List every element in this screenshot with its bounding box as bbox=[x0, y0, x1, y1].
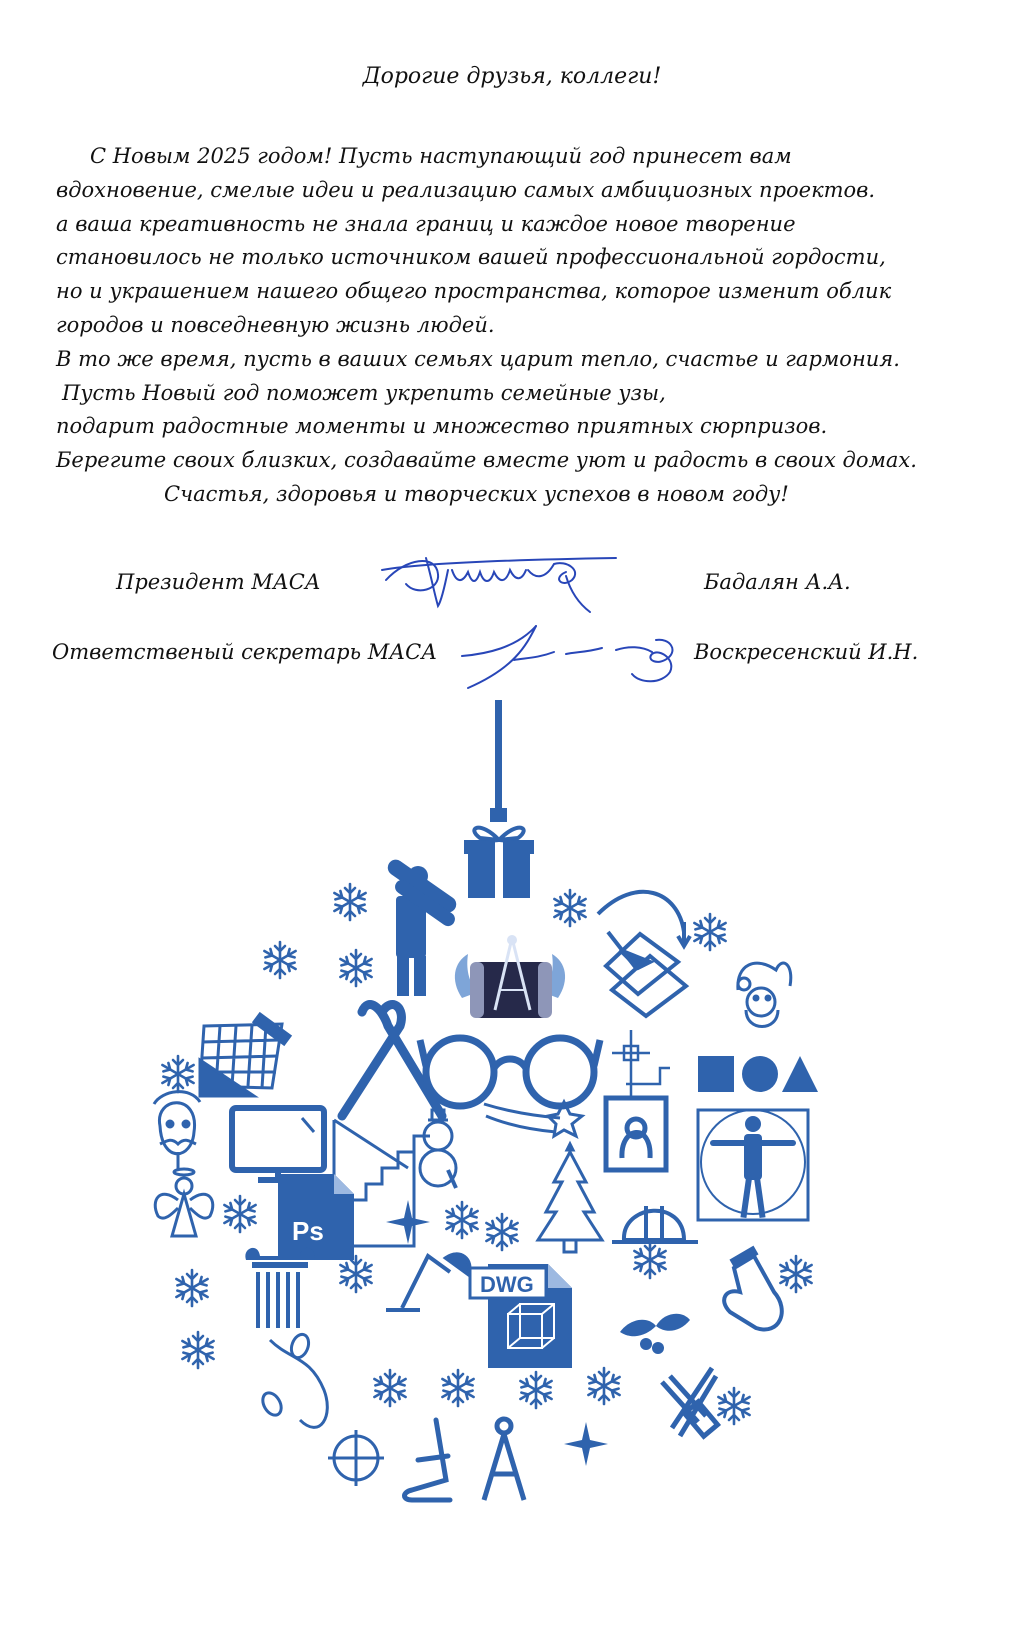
letter-greeting: Дорогие друзья, коллеги! bbox=[362, 64, 662, 89]
shooting-star-icon bbox=[484, 1102, 582, 1136]
hard-hat-icon bbox=[612, 1206, 698, 1242]
ornament-illustration bbox=[150, 700, 860, 1620]
chair-icon bbox=[405, 1420, 451, 1500]
letter-line: Берегите своих близких, создавайте вместе уют и радость в своих домах. bbox=[56, 448, 917, 473]
grid-ruler-icon bbox=[200, 1014, 290, 1096]
signatory-title-secretary: Ответственый секретарь МАСА bbox=[52, 640, 438, 664]
stocking-icon bbox=[724, 1250, 782, 1329]
monitor-icon bbox=[232, 1108, 324, 1180]
photoshop-file-icon bbox=[278, 1174, 354, 1260]
dwg-file-icon bbox=[470, 1264, 572, 1368]
compass-icon bbox=[598, 892, 690, 1016]
letter-closing: Счастья, здоровья и творческих успехов в новом году! bbox=[164, 481, 789, 506]
santa-icon bbox=[738, 963, 791, 1026]
hanger-string-icon bbox=[490, 700, 507, 822]
letter-line: подарит радостные моменты и множество приятных сюрпризов. bbox=[56, 414, 828, 439]
round-glasses-icon bbox=[420, 1038, 600, 1106]
snowman-icon bbox=[420, 1110, 456, 1188]
letter-line: но и украшением нашего общего пространства, которое изменит облик bbox=[56, 279, 892, 304]
signatory-name-president: Бадалян А.А. bbox=[704, 570, 851, 594]
desk-lamp-icon bbox=[386, 1254, 469, 1310]
salvador-dali-icon bbox=[154, 1092, 200, 1170]
letter-line: вдохновение, смелые идеи и реализацию самых амбициозных проектов. bbox=[56, 177, 876, 202]
letter-line: С Новым 2025 годом! Пусть наступающий год принесет вам bbox=[90, 144, 792, 168]
signatory-name-secretary: Воскресенский И.Н. bbox=[694, 640, 919, 664]
target-icon bbox=[328, 1430, 384, 1486]
string-lights-icon bbox=[259, 1332, 327, 1427]
photoshop-label: Ps bbox=[292, 1216, 324, 1246]
letter-line: городов и повседневную жизнь людей. bbox=[56, 312, 495, 337]
angel-icon bbox=[155, 1169, 213, 1236]
tools-icon bbox=[662, 1368, 718, 1436]
signature-secretary bbox=[456, 616, 696, 696]
signatory-title-president: Президент МАСА bbox=[116, 570, 321, 594]
star-icon bbox=[564, 1422, 608, 1466]
letter-line: В то же время, пусть в ваших семьях царит тепло, счастье и гармония. bbox=[56, 346, 900, 371]
ionic-column-icon bbox=[245, 1248, 314, 1328]
letter-line: становилось не только источником вашей профессиональной гордости, bbox=[56, 245, 886, 270]
holly-icon bbox=[620, 1314, 690, 1354]
dimension-marker-icon bbox=[612, 1030, 670, 1100]
signature-president bbox=[376, 540, 626, 620]
mona-lisa-frame-icon bbox=[606, 1098, 666, 1170]
shapes-icon bbox=[698, 1056, 818, 1092]
star-icon bbox=[386, 1200, 430, 1244]
dwg-label: DWG bbox=[480, 1272, 534, 1297]
masa-logo bbox=[455, 935, 565, 1018]
letter-line: а ваша креативность не знала границ и каждое новое творение bbox=[56, 211, 796, 236]
vitruvian-man-icon bbox=[698, 1110, 808, 1220]
christmas-tree-icon bbox=[538, 1144, 602, 1252]
drafting-compass-icon bbox=[484, 1419, 524, 1500]
letter-line: Пусть Новый год поможет укрепить семейные узы, bbox=[62, 380, 666, 405]
gift-icon bbox=[464, 828, 534, 898]
letter-body bbox=[56, 140, 996, 512]
christmas-ornament bbox=[150, 700, 860, 1620]
architect-with-rolls-icon bbox=[385, 857, 460, 996]
